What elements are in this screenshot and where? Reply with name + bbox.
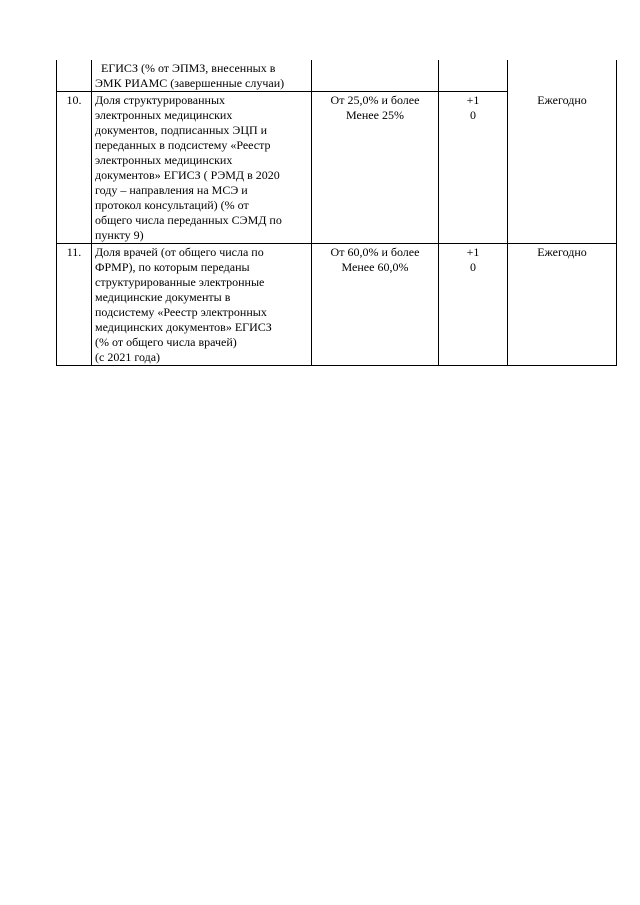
indicator-name-line: документов, подписанных ЭЦП и [95, 123, 268, 137]
table-row-continuation [57, 60, 617, 92]
indicator-value-line: Менее 60,0% [341, 260, 409, 274]
indicator-name-line: протокол консультаций) (% от [95, 198, 249, 212]
indicator-score-cell [439, 244, 508, 366]
indicator-name-line: ЭМК РИАМС (завершенные случаи) [95, 76, 285, 90]
indicator-name-line: переданных в подсистему «Реестр [95, 138, 271, 152]
indicator-value-cell [312, 92, 439, 244]
row-number-cell: 11. [57, 244, 92, 366]
indicator-name-line: подсистему «Реестр электронных [95, 305, 267, 319]
indicator-name-line: документов» ЕГИСЗ ( РЭМД в 2020 [95, 168, 280, 182]
indicator-score-cell [439, 60, 508, 92]
indicator-name-line: ФРМР), по которым переданы [95, 260, 250, 274]
indicator-name-line: ЕГИСЗ (% от ЭПМЗ, внесенных в [101, 61, 276, 75]
indicator-name-line: (с 2021 года) [95, 350, 161, 364]
indicator-value-line: От 60,0% и более [330, 245, 420, 259]
indicator-name-line: структурированные электронные [95, 275, 265, 289]
indicator-value-line: От 25,0% и более [330, 93, 420, 107]
indicator-name-line: году – направления на МСЭ и [95, 183, 248, 197]
indicator-name-line: медицинские документы в [95, 290, 231, 304]
table-row [57, 244, 617, 366]
indicator-period-cell: Ежегодно [508, 244, 617, 366]
indicator-name-line: медицинских документов» ЕГИСЗ [95, 320, 272, 334]
indicator-period-cell [508, 60, 617, 92]
indicator-name-line: Доля врачей (от общего числа по [95, 245, 264, 259]
indicator-value-line: Менее 25% [346, 108, 404, 122]
indicator-score-line: +1 [466, 93, 480, 107]
indicator-score-line: +1 [466, 245, 480, 259]
indicator-name-line: электронных медицинских [95, 108, 233, 122]
indicator-score-line: 0 [470, 108, 476, 122]
indicator-name-line: электронных медицинских [95, 153, 233, 167]
indicator-name-line: общего числа переданных СЭМД по [95, 213, 282, 227]
indicator-period-cell: Ежегодно [508, 92, 617, 244]
table-row [57, 92, 617, 244]
indicator-name-cell [92, 244, 312, 366]
indicator-name-line: Доля структурированных [95, 93, 226, 107]
indicator-name-line: (% от общего числа врачей) [95, 335, 237, 349]
row-number-cell [57, 60, 92, 92]
indicator-name-cell [92, 60, 312, 92]
indicator-score-line: 0 [470, 260, 476, 274]
indicator-name-line: пункту 9) [95, 228, 144, 242]
row-number-cell: 10. [57, 92, 92, 244]
indicator-score-cell [439, 92, 508, 244]
indicators-table [56, 60, 617, 366]
indicator-value-cell [312, 60, 439, 92]
indicator-name-cell [92, 92, 312, 244]
indicator-value-cell [312, 244, 439, 366]
